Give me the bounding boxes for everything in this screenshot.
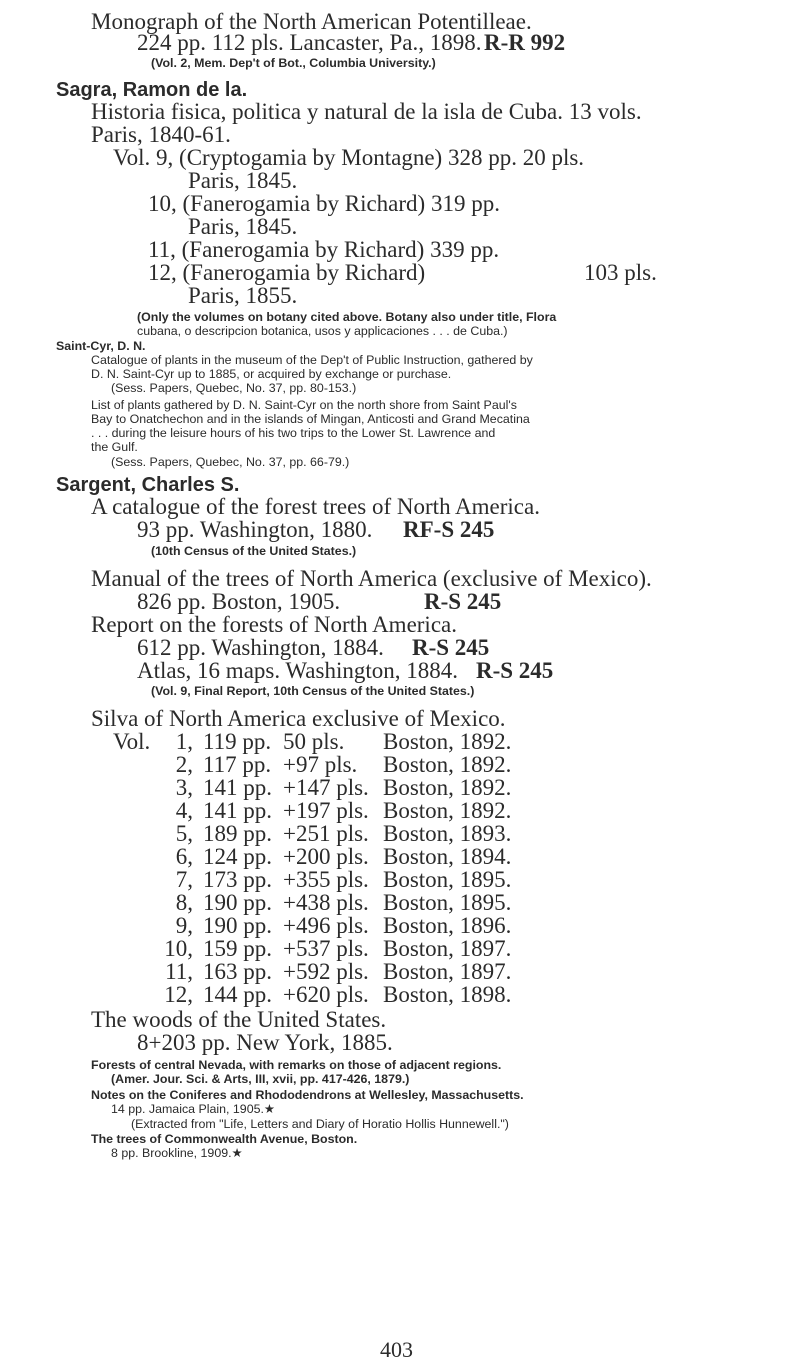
silva-vol-pages: 141 pp. [203, 775, 272, 800]
saint-cyr-list-line-4: the Gulf. [91, 440, 138, 454]
silva-vol-plates: +355 pls. [283, 867, 369, 892]
page-number: 403 [380, 1337, 413, 1362]
sargent-atlas-call-number: R-S 245 [476, 658, 554, 683]
silva-vol-pages: 189 pp. [203, 821, 272, 846]
silva-vol-plates: +537 pls. [283, 936, 369, 961]
sargent-catalogue-note: (10th Census of the United States.) [151, 544, 357, 558]
silva-vol-place: Boston, 1892. [383, 775, 512, 800]
silva-vol-place: Boston, 1895. [383, 867, 512, 892]
silva-vol-plates: +620 pls. [283, 982, 369, 1007]
silva-vol-place: Boston, 1895. [383, 890, 512, 915]
silva-vol-place: Boston, 1892. [383, 798, 512, 823]
monograph-call-number: R-R 992 [484, 30, 566, 55]
silva-vol-place: Boston, 1894. [383, 844, 512, 869]
silva-vol-plates: 50 pls. [283, 729, 345, 754]
silva-vol-plates: +438 pls. [283, 890, 369, 915]
sagra-vol-10-place: Paris, 1845. [188, 214, 298, 239]
conifers-line-2: 14 pp. Jamaica Plain, 1905.★ [111, 1102, 276, 1116]
silva-vol-plates: +97 pls. [283, 752, 358, 777]
saint-cyr-list-line-1: List of plants gathered by D. N. Saint-Cyr on the north shore from Saint Paul's [91, 398, 517, 412]
silva-title: Silva of North America exclusive of Mexico. [91, 706, 506, 731]
silva-vol-pages: 124 pp. [203, 844, 272, 869]
silva-vol-number: 12, [164, 982, 193, 1007]
sagra-note-line-1: (Only the volumes on botany cited above. Botany also under title, Flora [137, 310, 557, 324]
commonwealth-line-1: The trees of Commonwealth Avenue, Boston. [91, 1132, 358, 1146]
sagra-vol-11: 11, (Fanerogamia by Richard) 339 pp. [148, 237, 500, 262]
silva-vol-number: 8, [175, 890, 193, 915]
silva-vol-number: 1, [175, 729, 193, 754]
author-sagra: Sagra, Ramon de la. [56, 79, 248, 101]
sargent-report-call-number: R-S 245 [412, 635, 490, 660]
sagra-note-line-2: cubana, o descripcion botanica, usos y applicaciones . . . de Cuba.) [137, 324, 508, 338]
silva-vol-plates: +147 pls. [283, 775, 369, 800]
author-saint-cyr: Saint-Cyr, D. N. [56, 339, 146, 353]
commonwealth-line-2: 8 pp. Brookline, 1909.★ [111, 1146, 243, 1160]
silva-vol-place: Boston, 1898. [383, 982, 512, 1007]
silva-vol-pages: 119 pp. [203, 729, 272, 754]
sargent-atlas-note: (Vol. 9, Final Report, 10th Census of the United States.) [151, 684, 475, 698]
silva-vol-pages: 159 pp. [203, 936, 272, 961]
silva-vol-number: 11, [165, 959, 193, 984]
silva-vol-plates: +496 pls. [283, 913, 369, 938]
silva-vol-plates: +592 pls. [283, 959, 369, 984]
monograph-title: Monograph of the North American Potentilleae. [91, 9, 532, 34]
silva-vol-pages: 190 pp. [203, 913, 272, 938]
sagra-vol-12-place: Paris, 1855. [188, 283, 298, 308]
sargent-manual-publication: 826 pp. Boston, 1905. [137, 589, 341, 614]
monograph-publication: 224 pp. 112 pls. Lancaster, Pa., 1898. [137, 30, 482, 55]
silva-vol-plates: +200 pls. [283, 844, 369, 869]
silva-vol-prefix: Vol. [113, 729, 151, 754]
sargent-manual-title: Manual of the trees of North America (exclusive of Mexico). [91, 566, 652, 591]
silva-vol-place: Boston, 1896. [383, 913, 512, 938]
woods-title: The woods of the United States. [91, 1007, 387, 1032]
sagra-place: Paris, 1840-61. [91, 122, 231, 147]
silva-vol-number: 5, [175, 821, 193, 846]
saint-cyr-catalogue-line-1: Catalogue of plants in the museum of the Dep't of Public Instruction, gathered by [91, 353, 533, 367]
silva-vol-plates: +251 pls. [283, 821, 369, 846]
sargent-catalogue-call-number: RF-S 245 [403, 517, 495, 542]
silva-vol-pages: 163 pp. [203, 959, 272, 984]
author-sargent: Sargent, Charles S. [56, 474, 240, 496]
sagra-vol-12-plates: 103 pls. [584, 260, 657, 285]
silva-vol-pages: 141 pp. [203, 798, 272, 823]
conifers-line-3: (Extracted from "Life, Letters and Diary of Horatio Hollis Hunnewell.") [131, 1117, 509, 1131]
sagra-vol-12: 12, (Fanerogamia by Richard) [148, 260, 426, 285]
saint-cyr-catalogue-line-2: D. N. Saint-Cyr up to 1885, or acquired by exchange or purchase. [91, 367, 452, 381]
silva-vol-number: 7, [175, 867, 193, 892]
saint-cyr-catalogue-line-3: (Sess. Papers, Quebec, No. 37, pp. 80-153.) [111, 381, 357, 395]
monograph-note: (Vol. 2, Mem. Dep't of Bot., Columbia University.) [151, 56, 436, 70]
sargent-report-title: Report on the forests of North America. [91, 612, 457, 637]
saint-cyr-list-line-3: . . . during the leisure hours of his two trips to the Lower St. Lawrence and [91, 426, 496, 440]
conifers-line-1: Notes on the Coniferes and Rhododendrons at Wellesley, Massachusetts. [91, 1088, 524, 1102]
sagra-vol-9-place: Paris, 1845. [188, 168, 298, 193]
silva-vol-number: 4, [175, 798, 193, 823]
silva-vol-place: Boston, 1897. [383, 959, 512, 984]
silva-vol-place: Boston, 1892. [383, 729, 512, 754]
silva-vol-pages: 190 pp. [203, 890, 272, 915]
sagra-title: Historia fisica, politica y natural de la isla de Cuba. 13 vols. [91, 99, 642, 124]
sargent-catalogue-title: A catalogue of the forest trees of North America. [91, 494, 540, 519]
saint-cyr-list-line-5: (Sess. Papers, Quebec, No. 37, pp. 66-79.) [111, 455, 350, 469]
silva-vol-number: 9, [175, 913, 193, 938]
silva-vol-pages: 173 pp. [203, 867, 272, 892]
silva-vol-place: Boston, 1892. [383, 752, 512, 777]
nevada-line-2: (Amer. Jour. Sci. & Arts, III, xvii, pp. 417-426, 1879.) [111, 1072, 410, 1086]
woods-publication: 8+203 pp. New York, 1885. [137, 1030, 393, 1055]
sargent-manual-call-number: R-S 245 [424, 589, 502, 614]
saint-cyr-list-line-2: Bay to Onatchechon and in the islands of Mingan, Anticosti and Grand Mecatina [91, 412, 530, 426]
sargent-report-publication: 612 pp. Washington, 1884. [137, 635, 384, 660]
nevada-line-1: Forests of central Nevada, with remarks on those of adjacent regions. [91, 1058, 502, 1072]
sargent-catalogue-publication: 93 pp. Washington, 1880. [137, 517, 373, 542]
silva-vol-pages: 117 pp. [203, 752, 272, 777]
sagra-vol-10: 10, (Fanerogamia by Richard) 319 pp. [148, 191, 500, 216]
silva-vol-place: Boston, 1893. [383, 821, 512, 846]
silva-vol-plates: +197 pls. [283, 798, 369, 823]
silva-vol-number: 10, [164, 936, 193, 961]
silva-vol-pages: 144 pp. [203, 982, 272, 1007]
sargent-atlas-publication: Atlas, 16 maps. Washington, 1884. [137, 658, 458, 683]
silva-vol-number: 6, [175, 844, 193, 869]
silva-vol-number: 3, [175, 775, 193, 800]
silva-vol-number: 2, [175, 752, 193, 777]
sagra-vol-9: Vol. 9, (Cryptogamia by Montagne) 328 pp. 20 pls. [113, 145, 585, 170]
silva-vol-place: Boston, 1897. [383, 936, 512, 961]
